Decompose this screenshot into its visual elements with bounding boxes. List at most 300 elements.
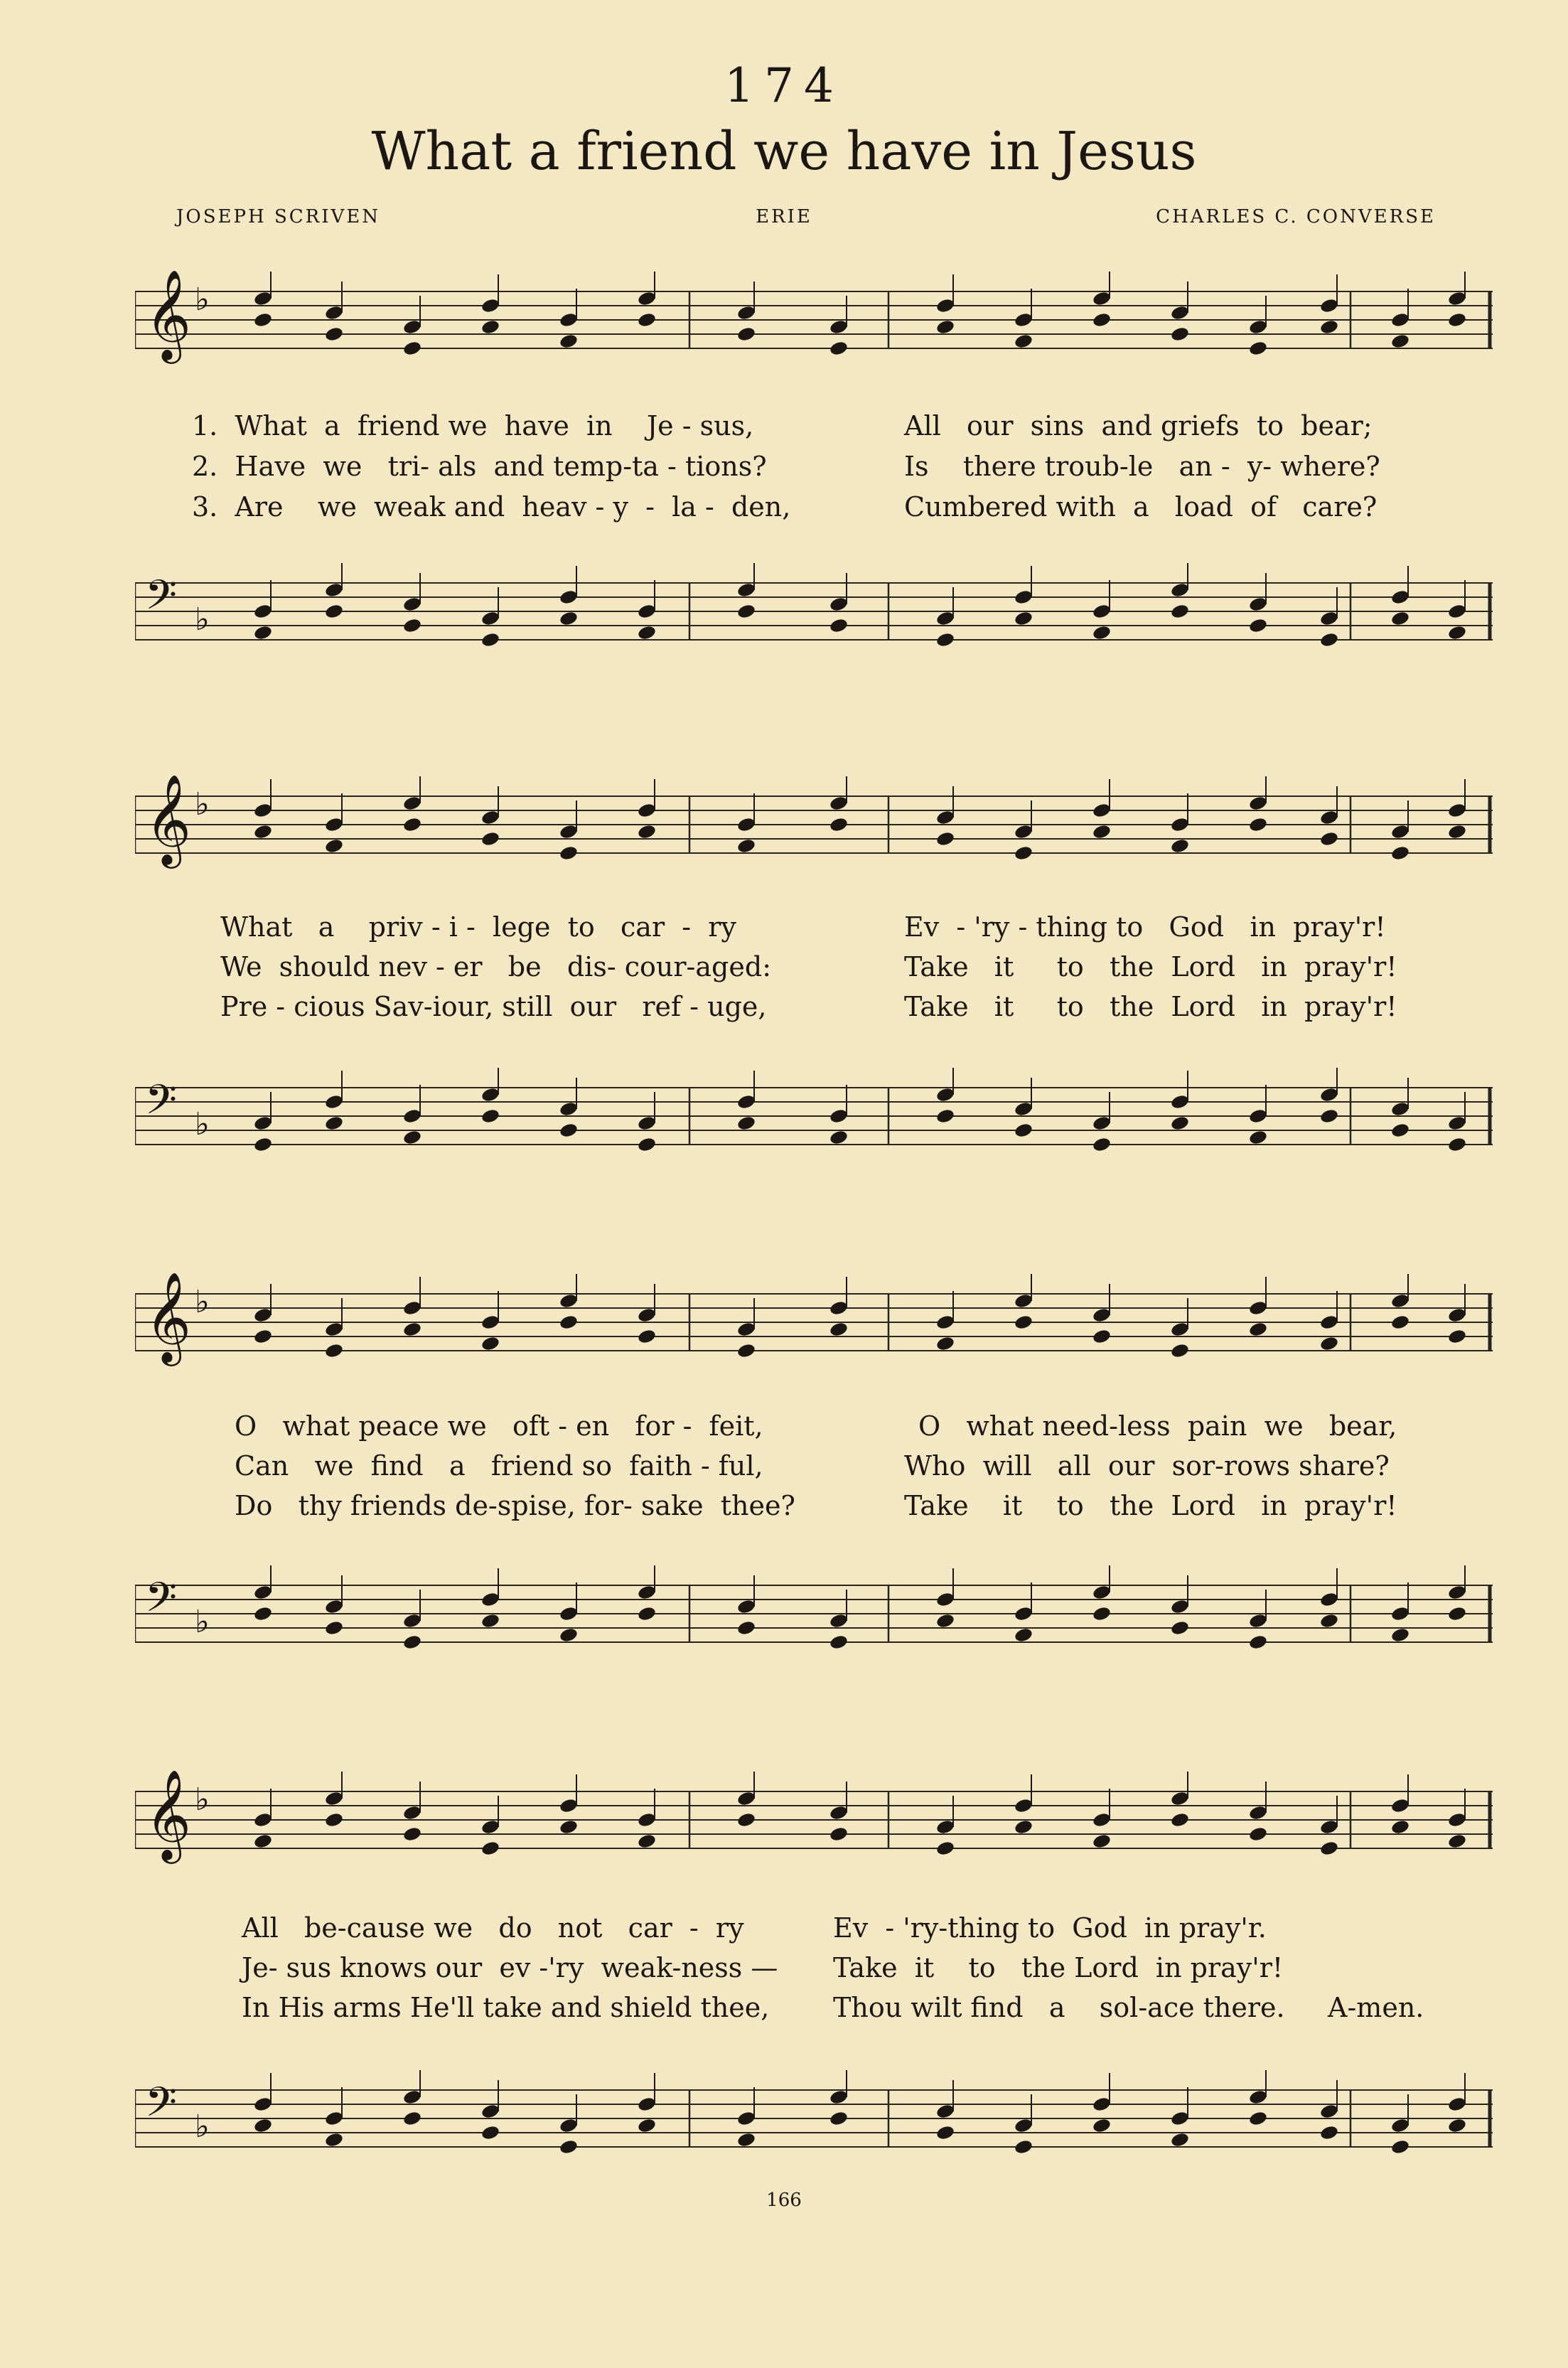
- note-head: [559, 1314, 579, 1330]
- note-head: [253, 1307, 273, 1323]
- note-head: [402, 1300, 422, 1316]
- note-head: [1014, 2117, 1033, 2133]
- note-head: [253, 1811, 273, 1828]
- note-head: [1248, 318, 1268, 335]
- note-head: [480, 1612, 500, 1629]
- note-head: [1248, 596, 1268, 612]
- staff-engraving: [135, 1564, 1493, 1664]
- note-head: [935, 809, 955, 825]
- treble-clef-icon: 𝄞: [145, 1273, 192, 1362]
- note-head: [935, 297, 955, 314]
- note-head: [637, 603, 657, 619]
- note-head: [1319, 631, 1339, 648]
- note-head: [480, 318, 500, 335]
- note-head: [324, 1790, 344, 1806]
- note-head: [1092, 1584, 1112, 1600]
- note-head: [935, 1086, 955, 1103]
- note-head: [402, 1804, 422, 1821]
- treble-clef-icon: 𝄞: [145, 1770, 192, 1860]
- lyric-s4-v2-right: Take it to the Lord in pray'r!: [833, 1952, 1284, 1983]
- note-head: [1014, 1122, 1033, 1138]
- note-head: [1319, 610, 1339, 626]
- lyric-s1-v2-left: 2. Have we tri- als and temp-ta - tions?: [192, 451, 767, 482]
- bass-staff-system-3: [135, 1564, 1493, 1664]
- note-head: [1170, 326, 1190, 342]
- lyric-s1-v2-right: Is there troub-le an - y- where?: [904, 451, 1380, 482]
- note-head: [1447, 624, 1467, 641]
- note-head: [829, 318, 849, 335]
- note-head: [1014, 1314, 1033, 1330]
- note-head: [637, 1115, 657, 1131]
- lyric-s1-v1-left: 1. What a friend we have in Je - sus,: [192, 410, 754, 441]
- note-head: [1447, 1584, 1467, 1600]
- note-head: [736, 1811, 756, 1828]
- note-head: [480, 2124, 500, 2141]
- note-head: [253, 823, 273, 840]
- note-head: [324, 1093, 344, 1110]
- note-head: [253, 624, 273, 641]
- staff-engraving: [135, 1770, 1493, 1870]
- bass-staff-system-1: [135, 562, 1493, 661]
- note-head: [1170, 1115, 1190, 1131]
- note-head: [1390, 1292, 1410, 1309]
- note-head: [253, 1136, 273, 1152]
- note-head: [1319, 830, 1339, 847]
- note-head: [324, 1811, 344, 1828]
- note-head: [1447, 1307, 1467, 1323]
- flat-icon: ♭: [195, 786, 210, 823]
- note-head: [1248, 1612, 1268, 1629]
- note-head: [935, 1612, 955, 1629]
- flat-icon: ♭: [195, 1604, 210, 1640]
- note-head: [1390, 845, 1410, 861]
- note-head: [1170, 582, 1190, 598]
- lyric-s3-v2-left: Can we find a friend so faith - ful,: [235, 1450, 763, 1482]
- note-head: [480, 1314, 500, 1330]
- note-head: [1390, 1627, 1410, 1643]
- note-head: [480, 631, 500, 648]
- staff-engraving: [135, 775, 1493, 874]
- note-head: [1092, 802, 1112, 818]
- note-head: [1092, 1833, 1112, 1849]
- note-head: [1447, 2096, 1467, 2112]
- lyric-s3-v1-left: O what peace we oft - en for - feit,: [235, 1410, 763, 1442]
- treble-clef-icon: 𝄞: [145, 270, 192, 360]
- note-head: [402, 1108, 422, 1124]
- note-head: [253, 2096, 273, 2112]
- note-head: [1319, 1108, 1339, 1124]
- note-head: [1319, 2124, 1339, 2141]
- note-head: [1390, 2117, 1410, 2133]
- lyric-s4-v3-right: Thou wilt find a sol-ace there. A-men.: [833, 1992, 1424, 2023]
- note-head: [559, 1292, 579, 1309]
- note-head: [402, 1612, 422, 1629]
- note-head: [1390, 1100, 1410, 1117]
- note-head: [935, 1840, 955, 1856]
- note-head: [559, 311, 579, 328]
- note-head: [1170, 304, 1190, 321]
- note-head: [1390, 589, 1410, 605]
- note-head: [480, 1840, 500, 1856]
- note-head: [637, 1584, 657, 1600]
- note-head: [1447, 2117, 1467, 2133]
- note-head: [1014, 1605, 1033, 1622]
- note-head: [736, 1093, 756, 1110]
- note-head: [402, 2110, 422, 2126]
- note-head: [253, 1115, 273, 1131]
- note-head: [1092, 2117, 1112, 2133]
- note-head: [253, 1605, 273, 1622]
- note-head: [1170, 837, 1190, 854]
- note-head: [1319, 1314, 1339, 1330]
- note-head: [637, 1328, 657, 1344]
- note-head: [480, 809, 500, 825]
- note-head: [559, 1627, 579, 1643]
- note-head: [736, 582, 756, 598]
- note-head: [1170, 1598, 1190, 1614]
- lyric-s4-v1-left: All be-cause we do not car - ry: [242, 1912, 744, 1944]
- note-head: [935, 2124, 955, 2141]
- note-head: [637, 624, 657, 641]
- note-head: [559, 610, 579, 626]
- note-head: [480, 1818, 500, 1835]
- note-head: [1248, 1804, 1268, 1821]
- note-head: [559, 1818, 579, 1835]
- note-head: [736, 304, 756, 321]
- note-head: [1248, 1300, 1268, 1316]
- note-head: [1170, 1811, 1190, 1828]
- lyric-s1-v3-right: Cumbered with a load of care?: [904, 491, 1378, 523]
- note-head: [402, 340, 422, 356]
- note-head: [1319, 297, 1339, 314]
- note-head: [1447, 1328, 1467, 1344]
- note-head: [324, 1321, 344, 1337]
- note-head: [1390, 610, 1410, 626]
- note-head: [1319, 1818, 1339, 1835]
- note-head: [1319, 318, 1339, 335]
- note-head: [829, 1129, 849, 1145]
- note-head: [1092, 1605, 1112, 1622]
- note-head: [559, 1605, 579, 1622]
- note-head: [1390, 2138, 1410, 2155]
- note-head: [1390, 311, 1410, 328]
- treble-clef-icon: 𝄞: [145, 775, 192, 864]
- note-head: [1447, 603, 1467, 619]
- note-head: [1014, 1100, 1033, 1117]
- note-head: [637, 1605, 657, 1622]
- note-head: [1447, 802, 1467, 818]
- note-head: [324, 1598, 344, 1614]
- note-head: [1390, 1797, 1410, 1813]
- flat-icon: ♭: [195, 2109, 210, 2145]
- note-head: [1014, 1292, 1033, 1309]
- note-head: [1170, 2110, 1190, 2126]
- note-head: [935, 1314, 955, 1330]
- note-head: [637, 290, 657, 306]
- note-head: [1170, 1321, 1190, 1337]
- note-head: [1092, 1307, 1112, 1323]
- note-head: [935, 830, 955, 847]
- note-head: [324, 326, 344, 342]
- note-head: [480, 1086, 500, 1103]
- note-head: [1248, 1129, 1268, 1145]
- note-head: [324, 1115, 344, 1131]
- lyric-s3-v3-right: Take it to the Lord in pray'r!: [904, 1490, 1397, 1521]
- note-head: [736, 1321, 756, 1337]
- note-head: [1092, 1115, 1112, 1131]
- note-head: [829, 2110, 849, 2126]
- note-head: [829, 816, 849, 832]
- note-head: [1092, 823, 1112, 840]
- note-head: [402, 1321, 422, 1337]
- treble-staff-system-4: [135, 1770, 1493, 1870]
- note-head: [1248, 2110, 1268, 2126]
- note-head: [559, 2138, 579, 2155]
- lyric-s4-v2-left: Je- sus knows our ev -'ry weak-ness —: [242, 1952, 778, 1983]
- note-head: [1447, 290, 1467, 306]
- staff-engraving: [135, 562, 1493, 661]
- note-head: [637, 823, 657, 840]
- note-head: [1170, 2131, 1190, 2148]
- note-head: [480, 610, 500, 626]
- note-head: [559, 589, 579, 605]
- note-head: [480, 297, 500, 314]
- note-head: [829, 596, 849, 612]
- note-head: [1014, 333, 1033, 349]
- lyric-s4-v1-right: Ev - 'ry-thing to God in pray'r.: [833, 1912, 1267, 1944]
- note-head: [935, 1108, 955, 1124]
- note-head: [1390, 333, 1410, 349]
- note-head: [1092, 1328, 1112, 1344]
- lyric-s1-v1-right: All our sins and griefs to bear;: [904, 410, 1373, 441]
- note-head: [324, 1342, 344, 1359]
- note-head: [736, 2110, 756, 2126]
- note-head: [637, 1811, 657, 1828]
- flat-icon: ♭: [195, 1284, 210, 1320]
- note-head: [402, 1129, 422, 1145]
- note-head: [402, 816, 422, 832]
- note-head: [1014, 610, 1033, 626]
- note-head: [829, 795, 849, 811]
- note-head: [935, 1591, 955, 1607]
- note-head: [1092, 1811, 1112, 1828]
- hymn-title: What a friend we have in Jesus: [371, 121, 1197, 182]
- note-head: [324, 816, 344, 832]
- note-head: [253, 603, 273, 619]
- note-head: [1170, 1093, 1190, 1110]
- note-head: [1014, 589, 1033, 605]
- note-head: [480, 830, 500, 847]
- note-head: [1319, 809, 1339, 825]
- bass-clef-icon: 𝄢: [145, 1076, 178, 1134]
- lyric-s2-v3-right: Take it to the Lord in pray'r!: [904, 991, 1397, 1022]
- note-head: [829, 1300, 849, 1316]
- note-head: [480, 1335, 500, 1351]
- note-head: [1092, 603, 1112, 619]
- lyric-s2-v2-left: We should nev - er be dis- cour-aged:: [220, 951, 771, 982]
- staff-engraving: [135, 1273, 1493, 1372]
- note-head: [1092, 2096, 1112, 2112]
- note-head: [559, 1100, 579, 1117]
- note-head: [324, 1619, 344, 1636]
- note-head: [559, 823, 579, 840]
- note-head: [324, 603, 344, 619]
- note-head: [1170, 603, 1190, 619]
- bass-staff-system-4: [135, 2069, 1493, 2168]
- lyric-s3-v3-left: Do thy friends de-spise, for- sake thee?: [235, 1490, 795, 1521]
- note-head: [736, 1790, 756, 1806]
- note-head: [324, 837, 344, 854]
- note-head: [480, 1591, 500, 1607]
- treble-staff-system-2: [135, 775, 1493, 874]
- note-head: [1390, 1605, 1410, 1622]
- note-head: [637, 1307, 657, 1323]
- note-head: [736, 837, 756, 854]
- note-head: [480, 2103, 500, 2119]
- note-head: [1014, 311, 1033, 328]
- note-head: [1319, 1612, 1339, 1629]
- bass-clef-icon: 𝄢: [145, 571, 178, 629]
- note-head: [253, 2117, 273, 2133]
- note-head: [736, 326, 756, 342]
- treble-staff-system-3: [135, 1273, 1493, 1372]
- note-head: [402, 596, 422, 612]
- note-head: [1248, 340, 1268, 356]
- note-head: [935, 318, 955, 335]
- note-head: [1447, 1115, 1467, 1131]
- note-head: [935, 1335, 955, 1351]
- note-head: [1170, 1790, 1190, 1806]
- note-head: [935, 2103, 955, 2119]
- note-head: [1447, 1811, 1467, 1828]
- flat-icon: ♭: [195, 1106, 210, 1142]
- note-head: [1092, 311, 1112, 328]
- lyric-s2-v3-left: Pre - cious Sav-iour, still our ref - uge,: [220, 991, 767, 1022]
- tune-name: ERIE: [756, 206, 812, 227]
- bass-clef-icon: 𝄢: [145, 2078, 178, 2136]
- note-head: [1319, 1591, 1339, 1607]
- lyric-s3-v1-right: O what need-less pain we bear,: [918, 1410, 1397, 1442]
- composer-credit: CHARLES C. CONVERSE: [1156, 206, 1436, 227]
- staff-engraving: [135, 1066, 1493, 1166]
- note-head: [829, 1634, 849, 1650]
- lyric-s2-v1-left: What a priv - i - lege to car - ry: [220, 911, 736, 943]
- note-head: [935, 610, 955, 626]
- note-head: [1447, 311, 1467, 328]
- note-head: [324, 582, 344, 598]
- note-head: [829, 2089, 849, 2105]
- note-head: [324, 2131, 344, 2148]
- note-head: [480, 1108, 500, 1124]
- bass-staff-system-2: [135, 1066, 1493, 1166]
- note-head: [1248, 1634, 1268, 1650]
- note-head: [1447, 823, 1467, 840]
- note-head: [253, 1584, 273, 1600]
- note-head: [736, 1342, 756, 1359]
- note-head: [324, 304, 344, 321]
- note-head: [935, 1818, 955, 1835]
- note-head: [1390, 823, 1410, 840]
- note-head: [935, 631, 955, 648]
- note-head: [253, 1328, 273, 1344]
- note-head: [736, 1115, 756, 1131]
- flat-icon: ♭: [195, 282, 210, 318]
- note-head: [829, 1804, 849, 1821]
- staff-engraving: [135, 270, 1493, 370]
- note-head: [559, 2117, 579, 2133]
- note-head: [637, 1136, 657, 1152]
- note-head: [1092, 1136, 1112, 1152]
- note-head: [1014, 845, 1033, 861]
- note-head: [402, 1634, 422, 1650]
- note-head: [637, 2096, 657, 2112]
- note-head: [637, 2117, 657, 2133]
- note-head: [1319, 1086, 1339, 1103]
- note-head: [559, 845, 579, 861]
- note-head: [1248, 617, 1268, 633]
- note-head: [402, 617, 422, 633]
- note-head: [1170, 816, 1190, 832]
- note-head: [1014, 1797, 1033, 1813]
- note-head: [253, 1833, 273, 1849]
- note-head: [829, 617, 849, 633]
- note-head: [1248, 1321, 1268, 1337]
- lyric-s3-v2-right: Who will all our sor-rows share?: [904, 1450, 1390, 1482]
- note-head: [1248, 1826, 1268, 1842]
- note-head: [829, 1826, 849, 1842]
- note-head: [1447, 1605, 1467, 1622]
- note-head: [559, 1797, 579, 1813]
- note-head: [1447, 1833, 1467, 1849]
- staff-engraving: [135, 2069, 1493, 2168]
- note-head: [736, 1619, 756, 1636]
- note-head: [324, 2110, 344, 2126]
- note-head: [736, 2131, 756, 2148]
- note-head: [829, 1321, 849, 1337]
- note-head: [402, 2089, 422, 2105]
- note-head: [736, 603, 756, 619]
- note-head: [559, 1122, 579, 1138]
- note-head: [1390, 1314, 1410, 1330]
- author-credit: JOSEPH SCRIVEN: [176, 206, 381, 227]
- note-head: [1319, 1335, 1339, 1351]
- note-head: [736, 816, 756, 832]
- note-head: [1248, 795, 1268, 811]
- lyric-s2-v2-right: Take it to the Lord in pray'r!: [904, 951, 1397, 982]
- note-head: [402, 795, 422, 811]
- note-head: [402, 1826, 422, 1842]
- treble-staff-system-1: [135, 270, 1493, 370]
- note-head: [1248, 1108, 1268, 1124]
- note-head: [1170, 1342, 1190, 1359]
- note-head: [1092, 624, 1112, 641]
- note-head: [1170, 1619, 1190, 1636]
- note-head: [1092, 290, 1112, 306]
- note-head: [1319, 1840, 1339, 1856]
- note-head: [253, 802, 273, 818]
- note-head: [736, 1598, 756, 1614]
- note-head: [637, 311, 657, 328]
- note-head: [559, 333, 579, 349]
- lyric-s1-v3-left: 3. Are we weak and heav - y - la - den,: [192, 491, 791, 523]
- note-head: [1390, 1122, 1410, 1138]
- note-head: [1014, 823, 1033, 840]
- note-head: [1447, 1136, 1467, 1152]
- flat-icon: ♭: [195, 1782, 210, 1818]
- note-head: [1014, 2138, 1033, 2155]
- note-head: [1390, 1818, 1410, 1835]
- note-head: [1248, 816, 1268, 832]
